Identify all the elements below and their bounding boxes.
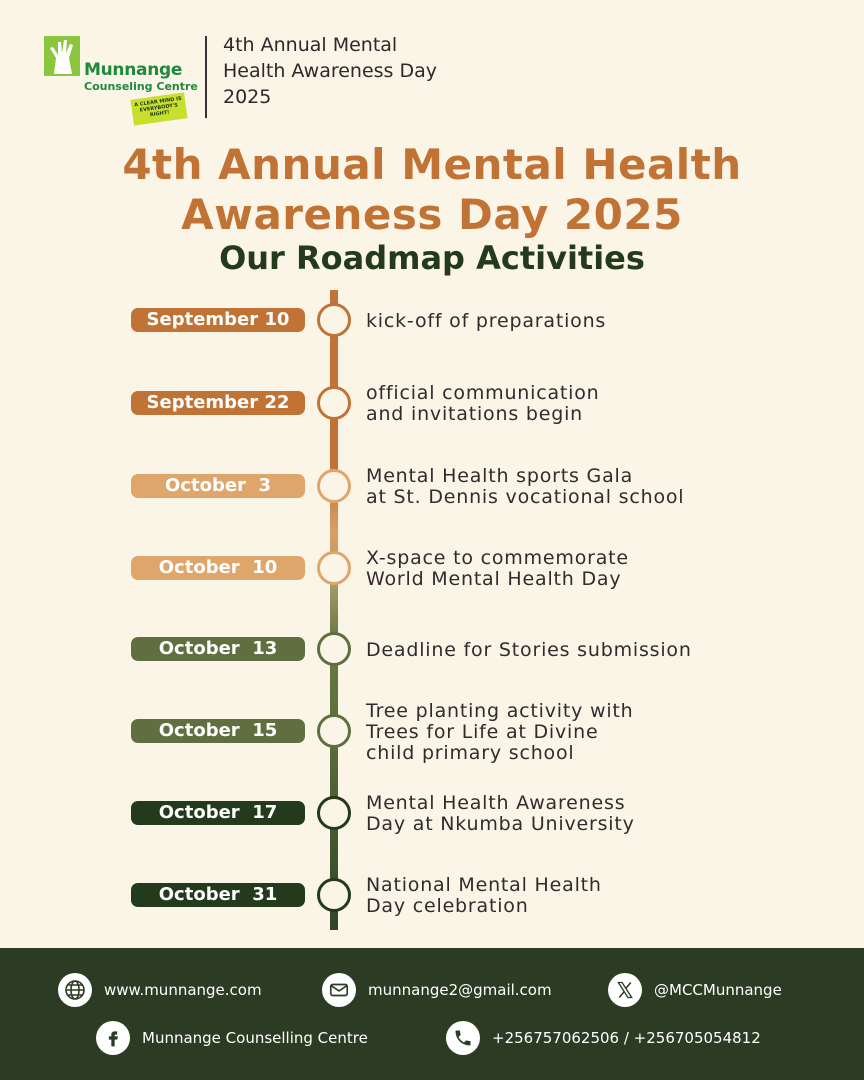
- x-handle-text: @MCCMunnange: [654, 981, 782, 999]
- timeline-node: [317, 551, 351, 585]
- logo: [44, 36, 198, 126]
- email-link[interactable]: [322, 972, 552, 1008]
- phone-icon: [446, 1021, 480, 1055]
- roadmap-date: October 15: [131, 719, 305, 743]
- roadmap-date: September 10: [131, 308, 305, 332]
- footer: [0, 948, 864, 1080]
- roadmap-activity: Deadline for Stories submission: [366, 638, 692, 661]
- roadmap-activity: Mental Health sports Gala at St. Dennis vocational school: [366, 465, 685, 508]
- website-link[interactable]: [58, 972, 262, 1008]
- website-text: www.munnange.com: [104, 981, 262, 999]
- phone-text: +256757062506 / +256705054812: [492, 1029, 761, 1047]
- roadmap-date: October 31: [131, 883, 305, 907]
- timeline-node: [317, 878, 351, 912]
- logo-tagline: A CLEAR MIND IS EVERYBODY'S RIGHT!: [130, 92, 187, 125]
- header-divider: [205, 36, 207, 118]
- logo-subtitle: Counseling Centre: [84, 80, 198, 93]
- timeline-node: [317, 303, 351, 337]
- facebook-link[interactable]: [96, 1020, 368, 1056]
- roadmap-date: October 3: [131, 474, 305, 498]
- roadmap-activity: Mental Health Awareness Day at Nkumba University: [366, 792, 635, 835]
- roadmap-activity: kick-off of preparations: [366, 309, 607, 332]
- facebook-icon: [96, 1021, 130, 1055]
- timeline-node: [317, 714, 351, 748]
- hand-logo-icon: [44, 36, 80, 76]
- header-event-title: 4th Annual Mental Health Awareness Day 2025: [223, 34, 438, 108]
- roadmap-date: October 13: [131, 637, 305, 661]
- timeline-node: [317, 632, 351, 666]
- roadmap-date: September 22: [131, 391, 305, 415]
- page-subtitle: Our Roadmap Activities: [219, 239, 645, 277]
- logo-name: Munnange: [84, 60, 183, 80]
- email-text: munnange2@gmail.com: [368, 981, 552, 999]
- timeline-node: [317, 386, 351, 420]
- facebook-text: Munnange Counselling Centre: [142, 1029, 368, 1047]
- timeline-node: [317, 469, 351, 503]
- phone-link[interactable]: [446, 1020, 761, 1056]
- roadmap-activity: official communication and invitations begin: [366, 382, 600, 425]
- roadmap-date: October 10: [131, 556, 305, 580]
- roadmap-activity: National Mental Health Day celebration: [366, 874, 602, 917]
- page-title: 4th Annual Mental Health Awareness Day 2025: [122, 140, 742, 239]
- globe-icon: [58, 973, 92, 1007]
- timeline-node: [317, 796, 351, 830]
- roadmap-activity: X-space to commemorate World Mental Health Day: [366, 547, 629, 590]
- mail-icon: [322, 973, 356, 1007]
- x-link[interactable]: [608, 972, 782, 1008]
- x-logo-icon: [608, 973, 642, 1007]
- roadmap-date: October 17: [131, 801, 305, 825]
- roadmap-activity: Tree planting activity with Trees for Life at Divine child primary school: [366, 699, 634, 764]
